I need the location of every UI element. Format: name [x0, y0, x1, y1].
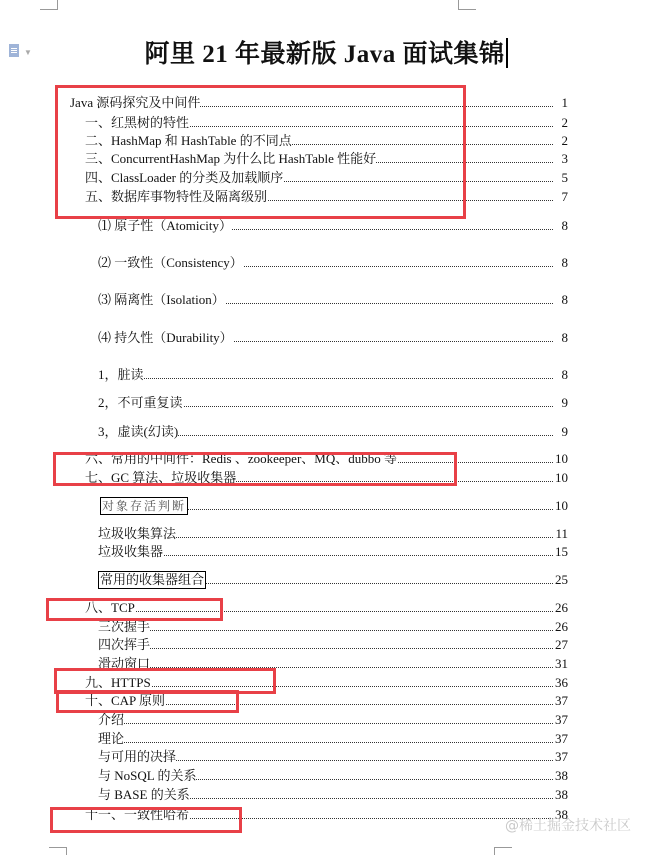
toc-entry-label[interactable]: 2，不可重复读: [98, 395, 183, 410]
toc-entry[interactable]: [0, 497, 649, 515]
toc-entry-label[interactable]: 四、ClassLoader 的分类及加载顺序: [85, 170, 284, 185]
toc-entry[interactable]: [0, 730, 649, 748]
toc-entry[interactable]: [0, 543, 649, 561]
toc-entry-label[interactable]: 二、HashMap 和 HashTable 的不同点: [85, 133, 292, 148]
toc-entry-label[interactable]: 三次握手: [98, 619, 151, 634]
corner-mark: [494, 847, 495, 855]
toc-entry-page: 9: [561, 424, 568, 439]
toc-entry-page: 27: [555, 637, 568, 652]
highlight-box: [53, 452, 457, 486]
toc-entry-page: 8: [561, 292, 568, 307]
toc-entry-page: 1: [561, 95, 568, 110]
toc-entry-label[interactable]: 四次挥手: [98, 637, 151, 652]
toc-entry-label[interactable]: 介绍: [98, 712, 125, 727]
highlight-box: [50, 807, 242, 833]
toc-entry-page: 2: [561, 133, 568, 148]
dot-leader: [98, 378, 553, 379]
toc-entry[interactable]: [0, 254, 649, 272]
dot-leader: [98, 630, 553, 631]
corner-mark: [458, 9, 476, 10]
toc-entry-label[interactable]: 对象存活判断: [102, 499, 187, 513]
toc-entry-label[interactable]: 理论: [98, 731, 125, 746]
toc-entry[interactable]: [0, 329, 649, 347]
toc-entry-page: 8: [561, 330, 568, 345]
dot-leader: [98, 648, 553, 649]
toc-entry-page: 38: [555, 768, 568, 783]
toc-entry-page: 37: [555, 749, 568, 764]
corner-mark: [494, 847, 512, 848]
toc-entry-label[interactable]: ⑴ 原子性（Atomicity）: [98, 218, 232, 233]
toc-entry-page: 31: [555, 656, 568, 671]
toc-entry-page: 26: [555, 600, 568, 615]
toc-entry[interactable]: [0, 571, 649, 589]
toc-entry-label[interactable]: 八、TCP: [85, 600, 135, 615]
toc-entry-label[interactable]: 九、HTTPS: [85, 675, 151, 690]
toc-entry-label[interactable]: Java 源码探究及中间件: [70, 95, 201, 110]
toc-entry[interactable]: [0, 423, 649, 441]
toc-entry-page: 8: [561, 255, 568, 270]
toc-entry-label[interactable]: 3，虚读(幻读): [98, 424, 179, 439]
toc-entry[interactable]: [0, 217, 649, 235]
dot-leader: [98, 742, 553, 743]
toc-entry-page: 8: [561, 367, 568, 382]
chevron-down-icon[interactable]: ▼: [24, 48, 32, 57]
toc-entry-page: 10: [555, 451, 568, 466]
toc-entry-label[interactable]: 与 NoSQL 的关系: [98, 768, 197, 783]
toc-entry-page: 2: [561, 115, 568, 130]
dot-leader: [98, 555, 553, 556]
toc-entry-page: 10: [555, 470, 568, 485]
toc-entry-label[interactable]: 一、红黑树的特性: [85, 115, 190, 130]
toc-entry-label[interactable]: 三、ConcurrentHashMap 为什么比 HashTable 性能好: [85, 151, 377, 166]
toc-entry-label[interactable]: 七、GC 算法、垃圾收集器: [85, 470, 237, 485]
toc-entry-label[interactable]: 与可用的决择: [98, 749, 177, 764]
toc-entry-label[interactable]: ⑵ 一致性（Consistency）: [98, 255, 243, 270]
toc-entry-page: 25: [555, 572, 568, 587]
toc-entry-page: 26: [555, 619, 568, 634]
toc-entry-page: 37: [555, 712, 568, 727]
toc-entry-page: 9: [561, 395, 568, 410]
toc-entry-page: 38: [555, 787, 568, 802]
toc-entry-page: 11: [555, 526, 568, 541]
toc-entry-page: 38: [555, 807, 568, 822]
toc-entry-label[interactable]: 六、常用的中间件：Redis 、zookeeper、MQ、dubbo 等: [85, 451, 397, 466]
highlight-box: [46, 598, 223, 621]
toc-entry-page: 10: [555, 498, 568, 513]
toc-entry[interactable]: [0, 291, 649, 309]
toc-entry[interactable]: [0, 748, 649, 766]
text-cursor: [506, 38, 508, 68]
toc-entry-label[interactable]: 十、CAP 原则: [85, 693, 166, 708]
corner-mark: [40, 9, 58, 10]
toc-entry-page: 36: [555, 675, 568, 690]
corner-mark: [66, 847, 67, 855]
toc-entry-label[interactable]: 垃圾收集算法: [98, 526, 177, 541]
toc-entry-label[interactable]: 十一、一致性哈希: [85, 807, 190, 822]
toc-entry-label[interactable]: ⑶ 隔离性（Isolation）: [98, 292, 225, 307]
toc-entry[interactable]: [0, 786, 649, 804]
document-title[interactable]: 阿里 21 年最新版 Java 面试集锦: [144, 41, 505, 68]
corner-mark: [49, 847, 67, 848]
toc-entry-page: 37: [555, 731, 568, 746]
toc-entry-label[interactable]: 滑动窗口: [98, 656, 151, 671]
dot-leader: [98, 723, 553, 724]
highlight-box: [56, 690, 239, 713]
toc-entry[interactable]: [0, 767, 649, 785]
toc-entry-label[interactable]: ⑷ 持久性（Durability）: [98, 330, 233, 345]
toc-entry-page: 8: [561, 218, 568, 233]
toc-entry-label[interactable]: 1，脏读: [98, 367, 144, 382]
highlight-box: [55, 85, 466, 219]
toc-entry[interactable]: [0, 394, 649, 412]
watermark: @稀土掘金技术社区: [505, 818, 631, 834]
toc-entry[interactable]: [0, 636, 649, 654]
toc-entry-page: 15: [555, 544, 568, 559]
toc-entry-page: 3: [561, 151, 568, 166]
toc-entry[interactable]: [0, 525, 649, 543]
toc-entry-label[interactable]: 常用的收集器组合: [100, 572, 205, 587]
toc-entry-label[interactable]: 垃圾收集器: [98, 544, 164, 559]
toc-entry-page: 37: [555, 693, 568, 708]
toc-entry-page: 5: [561, 170, 568, 185]
toc-entry-label[interactable]: 与 BASE 的关系: [98, 787, 190, 802]
toc-entry[interactable]: [0, 366, 649, 384]
toc-entry[interactable]: [0, 711, 649, 729]
toc-entry-page: 7: [561, 189, 568, 204]
toc-entry-label[interactable]: 五、数据库事物特性及隔离级别: [85, 189, 268, 204]
